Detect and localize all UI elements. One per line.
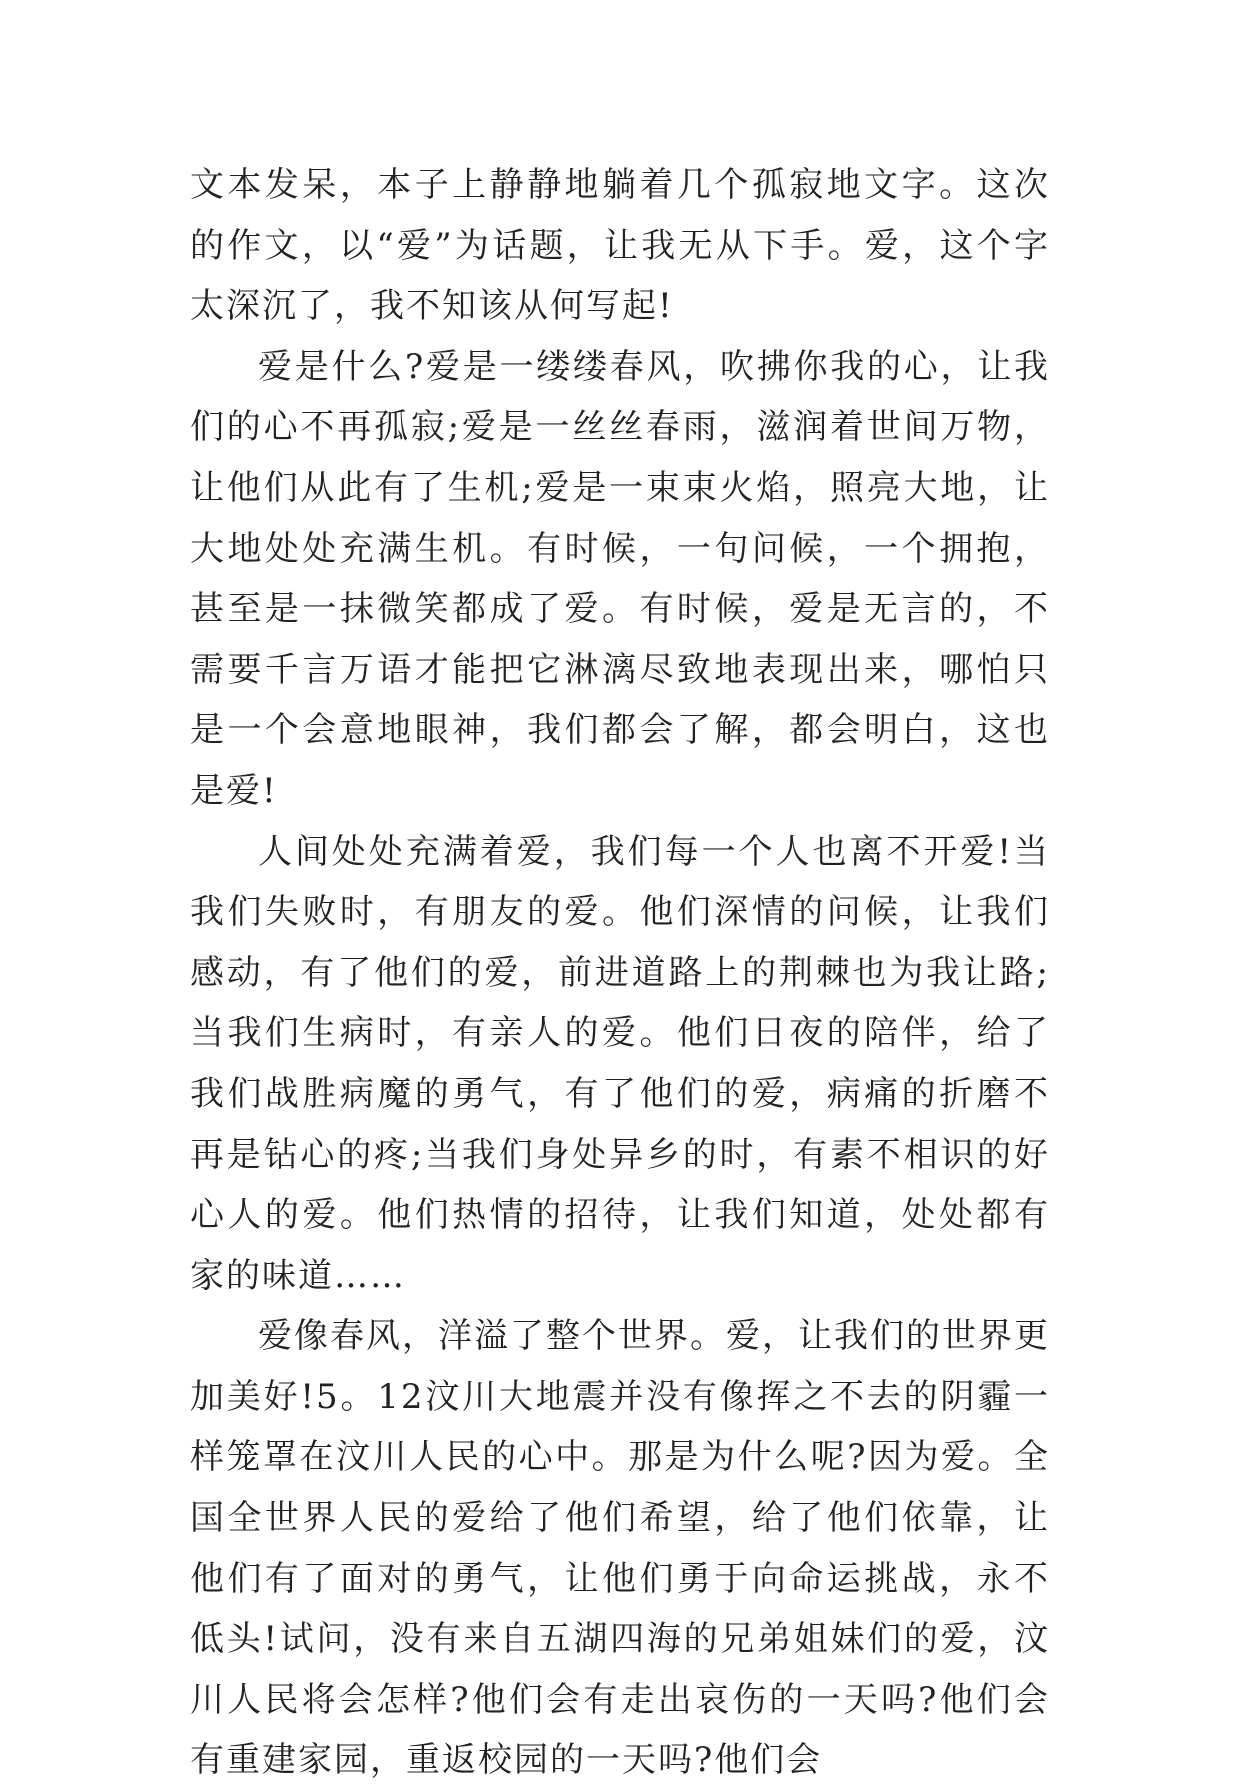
- body-text: [190, 155, 1050, 1791]
- paragraph-2: 爱是什么?爱是一缕缕春风，吹拂你我的心，让我们的心不再孤寂;爱是一丝丝春雨，滋润着世间万物，让他们从此有了生机;爱是一束束火焰，照亮大地，让大地处处充满生机。有时候，一句问候，一个拥抱，甚至是一抹微笑都成了爱。有时候，爱是无言的，不需要千言万语才能把它淋漓尽致地表现出来，哪怕只是一个会意地眼神，我们都会了解，都会明白，这也是爱!: [190, 346, 1050, 811]
- paragraph-3: 人间处处充满着爱，我们每一个人也离不开爱!当我们失败时，有朋友的爱。他们深情的问候，让我们感动，有了他们的爱，前进道路上的荆棘也为我让路;当我们生病时，有亲人的爱。他们日夜的陪伴，给了我们战胜病魔的勇气，有了他们的爱，病痛的折磨不再是钻心的疼;当我们身处异乡的时，有素不相识的好心人的爱。他们热情的招待，让我们知道，处处都有家的味道……: [190, 831, 1050, 1296]
- paragraph-4: 爱像春风，洋溢了整个世界。爱，让我们的世界更加美好!5。12汶川大地震并没有像挥之不去的阴霾一样笼罩在汶川人民的心中。那是为什么呢?因为爱。全国全世界人民的爱给了他们希望，给了他们依靠，让他们有了面对的勇气，让他们勇于向命运挑战，永不低头!试问，没有来自五湖四海的兄弟姐妹们的爱，汶川人民将会怎样?他们会有走出哀伤的一天吗?他们会有重建家园，重返校园的一天吗?他们会: [190, 1316, 1050, 1781]
- paragraph-1: 文本发呆，本子上静静地躺着几个孤寂地文字。这次的作文，以“爱”为话题，让我无从下手。爱，这个字太深沉了，我不知该从何写起!: [190, 165, 1050, 327]
